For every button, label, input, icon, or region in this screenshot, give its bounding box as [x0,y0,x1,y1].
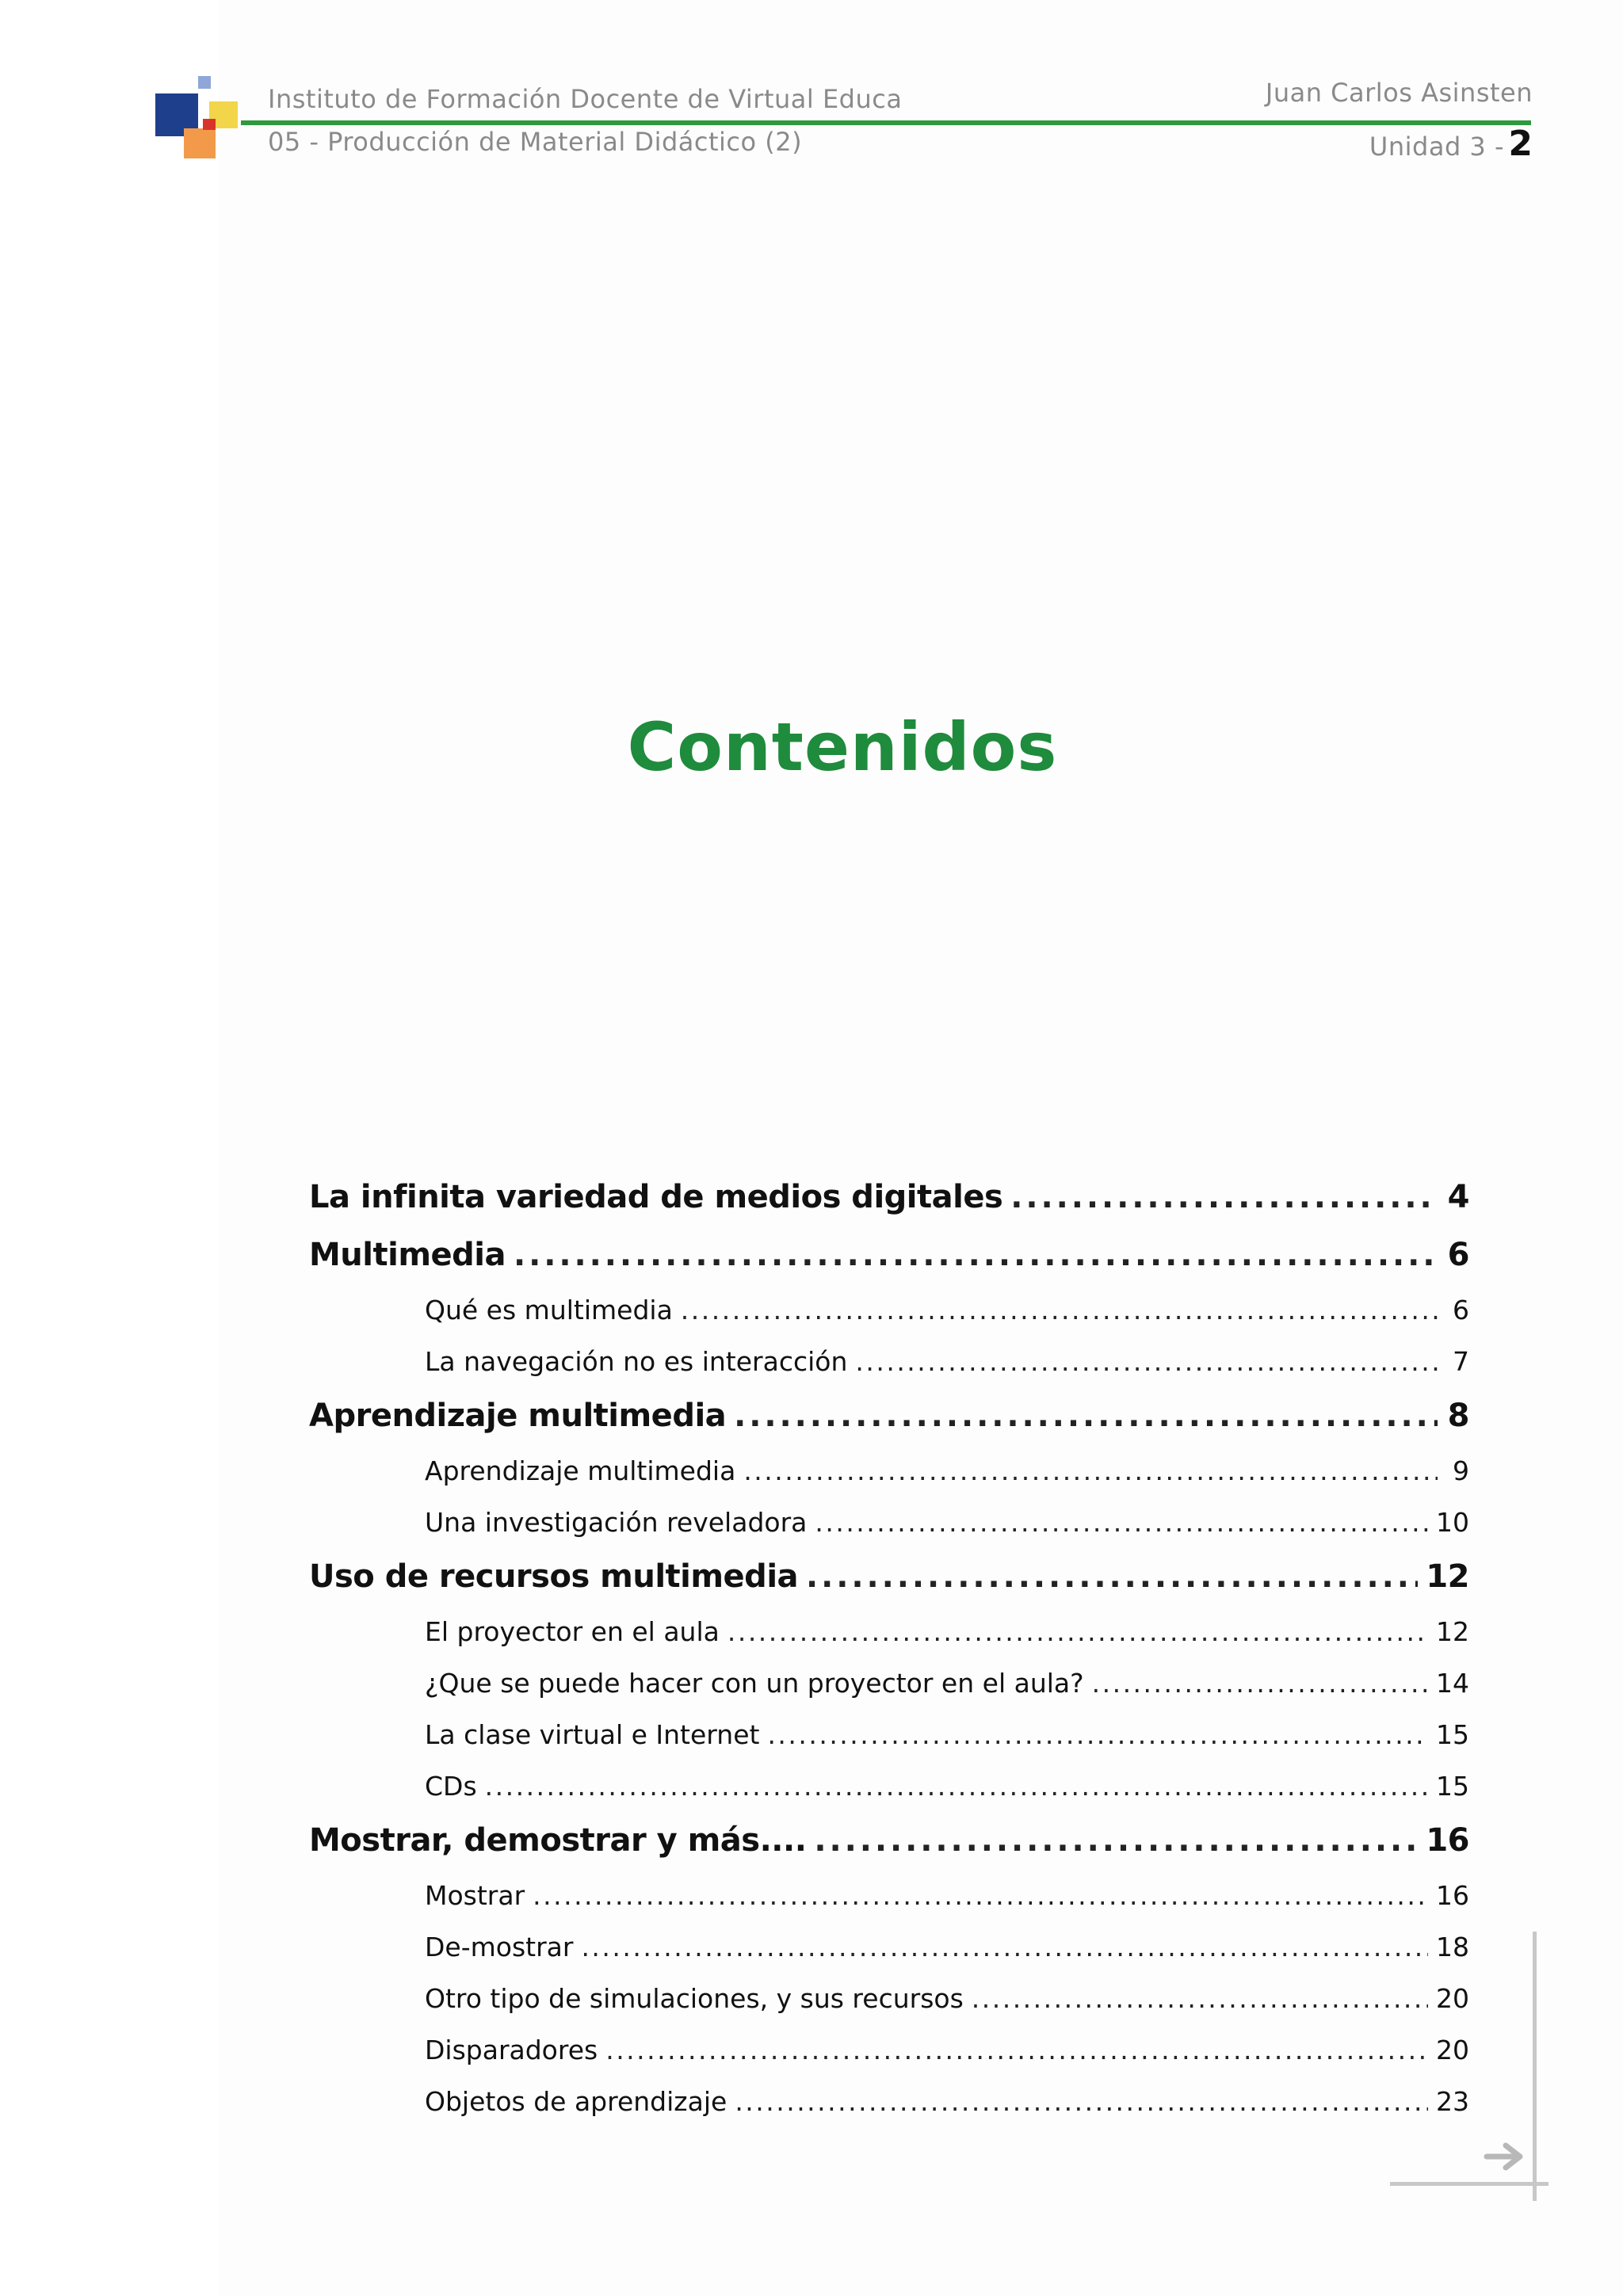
toc-section-entry[interactable] [309,1237,1469,1295]
toc-leader-dots [581,1932,1428,1962]
header-author: Juan Carlos Asinsten [1265,78,1533,108]
toc-entry-label: La navegación no es interacción [425,1346,848,1377]
toc-subsection-entry[interactable] [309,1880,1469,1932]
table-of-contents [309,1179,1469,2138]
toc-section-entry[interactable] [309,1558,1469,1616]
toc-entry-page: 16 [1426,1822,1469,1859]
toc-leader-dots [485,1771,1428,1802]
toc-entry-label: Aprendizaje multimedia [425,1455,736,1486]
toc-entry-page: 8 [1447,1398,1469,1434]
toc-subsection-entry[interactable] [309,1295,1469,1346]
corner-mark-vertical [1533,1932,1537,2201]
toc-entry-label: CDs [425,1771,477,1802]
toc-entry-page: 20 [1436,2035,1469,2065]
toc-subsection-entry[interactable] [309,1616,1469,1668]
toc-entry-label: Objetos de aprendizaje [425,2086,727,2117]
toc-subsection-entry[interactable] [309,2035,1469,2086]
toc-subsection-entry[interactable] [309,2086,1469,2138]
page-title: Contenidos [627,708,1058,786]
toc-leader-dots [735,2086,1428,2117]
toc-entry-page: 6 [1453,1295,1469,1325]
toc-leader-dots [681,1295,1438,1325]
toc-entry-page: 20 [1436,1983,1469,2014]
toc-entry-label: Mostrar [425,1880,525,1911]
toc-subsection-entry[interactable] [309,1983,1469,2035]
toc-entry-page: 16 [1436,1880,1469,1911]
toc-section-entry[interactable] [309,1398,1469,1455]
toc-subsection-entry[interactable] [309,1455,1469,1507]
toc-leader-dots [806,1558,1418,1595]
toc-leader-dots [734,1398,1438,1434]
toc-subsection-entry[interactable] [309,1507,1469,1558]
toc-entry-label: ¿Que se puede hacer con un proyector en el aula? [425,1668,1084,1699]
toc-entry-page: 12 [1436,1616,1469,1647]
toc-subsection-entry[interactable] [309,1932,1469,1983]
toc-subsection-entry[interactable] [309,1771,1469,1822]
toc-entry-label: Mostrar, demostrar y más.... [309,1822,807,1859]
toc-leader-dots [1010,1179,1438,1215]
toc-leader-dots [743,1455,1438,1486]
toc-leader-dots [814,1822,1418,1859]
toc-entry-page: 15 [1436,1771,1469,1802]
toc-entry-page: 12 [1426,1558,1469,1595]
toc-leader-dots [855,1346,1438,1377]
corner-mark-horizontal [1390,2182,1549,2186]
toc-section-entry[interactable] [309,1822,1469,1880]
toc-entry-label: El proyector en el aula [425,1616,720,1647]
toc-entry-label: Multimedia [309,1237,506,1273]
toc-leader-dots [1092,1668,1428,1699]
header-course: 05 - Producción de Material Didáctico (2) [268,127,803,157]
toc-leader-dots [815,1507,1428,1538]
toc-entry-label: Otro tipo de simulaciones, y sus recursos [425,1983,964,2014]
toc-entry-page: 18 [1436,1932,1469,1962]
toc-entry-page: 23 [1436,2086,1469,2117]
header-unit: Unidad 3 - [1369,132,1504,162]
toc-entry-label: Aprendizaje multimedia [309,1398,727,1434]
toc-leader-dots [514,1237,1438,1273]
toc-entry-label: De-mostrar [425,1932,574,1962]
toc-leader-dots [533,1880,1428,1911]
toc-section-entry[interactable] [309,1179,1469,1237]
header-page-number: 2 [1508,124,1533,164]
toc-leader-dots [605,2035,1428,2065]
toc-leader-dots [767,1719,1428,1750]
arrow-right-icon[interactable] [1484,2139,1528,2174]
institute-logo-icon [155,76,242,158]
toc-entry-label: La infinita variedad de medios digitales [309,1179,1003,1215]
header-rule [241,120,1531,125]
toc-entry-page: 10 [1436,1507,1469,1538]
toc-leader-dots [972,1983,1428,2014]
toc-entry-page: 7 [1453,1346,1469,1377]
toc-subsection-entry[interactable] [309,1668,1469,1719]
toc-entry-page: 15 [1436,1719,1469,1750]
toc-entry-page: 4 [1447,1179,1469,1215]
toc-entry-label: Qué es multimedia [425,1295,673,1325]
toc-entry-label: Uso de recursos multimedia [309,1558,799,1595]
toc-entry-label: Una investigación reveladora [425,1507,808,1538]
toc-entry-page: 14 [1436,1668,1469,1699]
toc-entry-page: 6 [1447,1237,1469,1273]
toc-entry-label: La clase virtual e Internet [425,1719,760,1750]
toc-subsection-entry[interactable] [309,1346,1469,1398]
toc-entry-page: 9 [1453,1455,1469,1486]
header-institute: Instituto de Formación Docente de Virtual Educa [268,84,903,114]
toc-subsection-entry[interactable] [309,1719,1469,1771]
toc-leader-dots [727,1616,1428,1647]
toc-entry-label: Disparadores [425,2035,598,2065]
